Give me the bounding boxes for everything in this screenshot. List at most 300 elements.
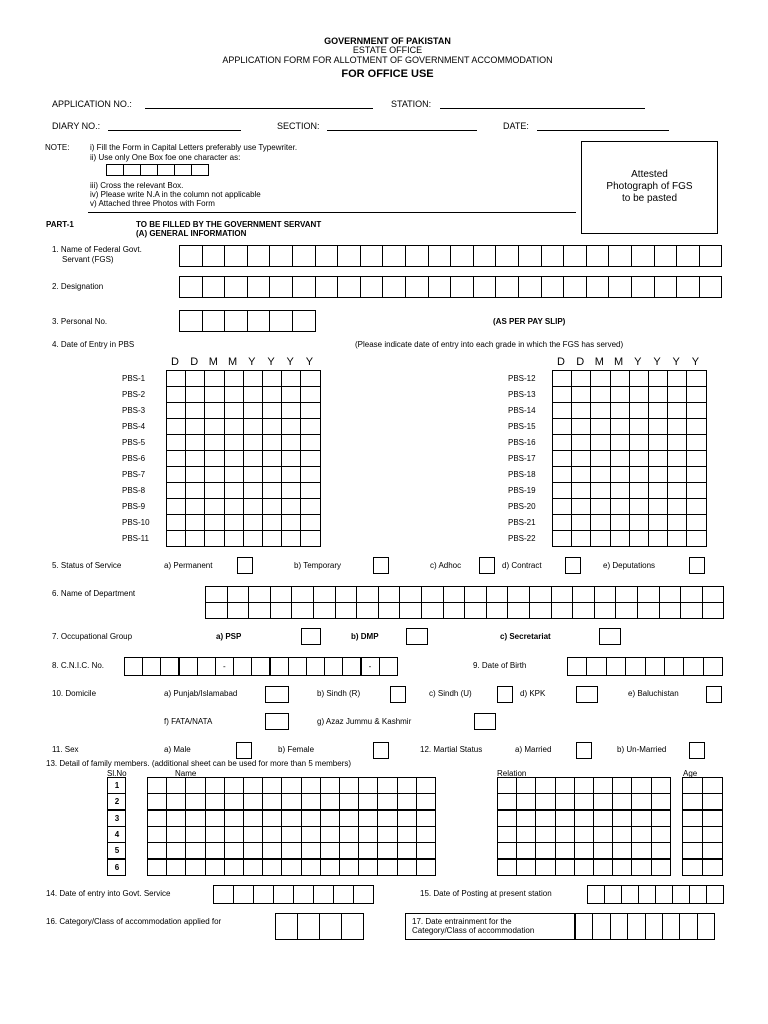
department-cell[interactable] [702, 586, 725, 603]
pbs-date-cell[interactable] [686, 530, 706, 547]
family-name-cell[interactable] [224, 842, 244, 859]
department-cell[interactable] [443, 586, 466, 603]
sex-female-checkbox[interactable] [373, 742, 389, 759]
pbs-date-cell[interactable] [243, 514, 263, 531]
department-cell[interactable] [594, 602, 617, 619]
pbs-date-cell[interactable] [610, 418, 630, 435]
cnic-cell[interactable] [270, 657, 289, 676]
pbs-date-cell[interactable] [667, 450, 687, 467]
family-name-cell[interactable] [147, 777, 167, 794]
posting-date-cell[interactable] [689, 885, 707, 904]
dob-cell[interactable] [645, 657, 665, 676]
family-name-cell[interactable] [205, 859, 225, 876]
pbs-date-cell[interactable] [300, 530, 320, 547]
pbs-date-cell[interactable] [281, 386, 301, 403]
designation-cell[interactable] [360, 276, 384, 298]
family-name-cell[interactable] [320, 777, 340, 794]
family-relation-cell[interactable] [535, 826, 555, 843]
cnic-cell[interactable] [379, 657, 398, 676]
pbs-date-cell[interactable] [185, 386, 205, 403]
name-cell[interactable] [337, 245, 361, 267]
pbs-date-cell[interactable] [262, 514, 282, 531]
pbs-date-cell[interactable] [552, 482, 572, 499]
family-name-cell[interactable] [224, 793, 244, 810]
family-relation-cell[interactable] [651, 826, 671, 843]
pbs-date-cell[interactable] [204, 530, 224, 547]
pbs-date-cell[interactable] [300, 418, 320, 435]
govt-service-date-cell[interactable] [253, 885, 274, 904]
designation-cell[interactable] [247, 276, 271, 298]
pbs-date-cell[interactable] [629, 450, 649, 467]
pbs-date-cell[interactable] [590, 530, 610, 547]
name-cell[interactable] [382, 245, 406, 267]
family-name-cell[interactable] [147, 793, 167, 810]
family-age-cell[interactable] [682, 810, 703, 827]
pbs-date-cell[interactable] [204, 466, 224, 483]
pbs-date-cell[interactable] [571, 514, 591, 531]
family-relation-cell[interactable] [574, 842, 594, 859]
domicile-baluchistan-checkbox[interactable] [706, 686, 722, 703]
designation-cell[interactable] [315, 276, 339, 298]
department-cell[interactable] [680, 602, 703, 619]
department-cell[interactable] [464, 602, 487, 619]
sex-male-checkbox[interactable] [236, 742, 252, 759]
department-cell[interactable] [615, 586, 638, 603]
family-name-cell[interactable] [262, 859, 282, 876]
pbs-date-cell[interactable] [686, 514, 706, 531]
pbs-date-cell[interactable] [552, 514, 572, 531]
name-cell[interactable] [473, 245, 497, 267]
family-relation-cell[interactable] [651, 810, 671, 827]
dob-cell[interactable] [703, 657, 723, 676]
pbs-date-cell[interactable] [281, 530, 301, 547]
pbs-date-cell[interactable] [629, 418, 649, 435]
domicile-punjab-checkbox[interactable] [265, 686, 289, 703]
family-name-cell[interactable] [416, 777, 436, 794]
family-relation-cell[interactable] [631, 842, 651, 859]
pbs-date-cell[interactable] [648, 514, 668, 531]
family-name-cell[interactable] [147, 842, 167, 859]
family-name-cell[interactable] [397, 826, 417, 843]
family-name-cell[interactable] [301, 777, 321, 794]
designation-cell[interactable] [269, 276, 293, 298]
family-relation-cell[interactable] [555, 793, 575, 810]
family-name-cell[interactable] [358, 777, 378, 794]
family-name-cell[interactable] [377, 859, 397, 876]
pbs-date-cell[interactable] [667, 434, 687, 451]
family-relation-cell[interactable] [555, 842, 575, 859]
family-name-cell[interactable] [205, 842, 225, 859]
accommodation-class-cell[interactable] [319, 913, 342, 940]
pbs-date-cell[interactable] [281, 482, 301, 499]
pbs-date-cell[interactable] [667, 386, 687, 403]
personal-no-cell[interactable] [269, 310, 293, 332]
group-secretariat-checkbox[interactable] [599, 628, 621, 645]
name-cell[interactable] [518, 245, 542, 267]
pbs-date-cell[interactable] [629, 498, 649, 515]
designation-cell[interactable] [428, 276, 452, 298]
family-name-cell[interactable] [243, 793, 263, 810]
sample-box[interactable] [157, 164, 175, 176]
family-relation-cell[interactable] [593, 777, 613, 794]
family-name-cell[interactable] [185, 826, 205, 843]
department-cell[interactable] [270, 602, 293, 619]
family-name-cell[interactable] [205, 777, 225, 794]
pbs-date-cell[interactable] [667, 482, 687, 499]
family-name-cell[interactable] [262, 810, 282, 827]
pbs-date-cell[interactable] [166, 530, 186, 547]
pbs-date-cell[interactable] [590, 418, 610, 435]
cnic-cell[interactable] [179, 657, 198, 676]
pbs-date-cell[interactable] [648, 434, 668, 451]
pbs-date-cell[interactable] [552, 434, 572, 451]
cnic-cell[interactable] [306, 657, 325, 676]
posting-date-cell[interactable] [706, 885, 724, 904]
pbs-date-cell[interactable] [185, 450, 205, 467]
family-name-cell[interactable] [205, 810, 225, 827]
pbs-date-cell[interactable] [610, 370, 630, 387]
department-cell[interactable] [529, 602, 552, 619]
govt-service-date-cell[interactable] [273, 885, 294, 904]
pbs-date-cell[interactable] [629, 402, 649, 419]
dob-cell[interactable] [586, 657, 606, 676]
family-name-cell[interactable] [262, 842, 282, 859]
pbs-date-cell[interactable] [590, 450, 610, 467]
cnic-cell[interactable] [251, 657, 270, 676]
pbs-date-cell[interactable] [667, 530, 687, 547]
family-age-cell[interactable] [702, 826, 723, 843]
family-relation-cell[interactable] [535, 793, 555, 810]
pbs-date-cell[interactable] [204, 370, 224, 387]
pbs-date-cell[interactable] [552, 498, 572, 515]
family-relation-cell[interactable] [651, 842, 671, 859]
status-contract-checkbox[interactable] [565, 557, 581, 574]
department-cell[interactable] [227, 586, 250, 603]
department-cell[interactable] [270, 586, 293, 603]
pbs-date-cell[interactable] [686, 402, 706, 419]
family-age-cell[interactable] [702, 810, 723, 827]
family-name-cell[interactable] [397, 777, 417, 794]
pbs-date-cell[interactable] [300, 386, 320, 403]
pbs-date-cell[interactable] [224, 370, 244, 387]
designation-cell[interactable] [586, 276, 610, 298]
family-relation-cell[interactable] [555, 810, 575, 827]
family-relation-cell[interactable] [516, 859, 536, 876]
family-name-cell[interactable] [320, 842, 340, 859]
accommodation-class-cell[interactable] [297, 913, 320, 940]
marital-unmarried-checkbox[interactable] [689, 742, 705, 759]
pbs-date-cell[interactable] [629, 434, 649, 451]
family-name-cell[interactable] [262, 777, 282, 794]
family-name-cell[interactable] [377, 777, 397, 794]
department-cell[interactable] [572, 586, 595, 603]
family-relation-cell[interactable] [574, 777, 594, 794]
pbs-date-cell[interactable] [243, 402, 263, 419]
pbs-date-cell[interactable] [243, 418, 263, 435]
designation-cell[interactable] [382, 276, 406, 298]
pbs-date-cell[interactable] [629, 482, 649, 499]
pbs-date-cell[interactable] [590, 514, 610, 531]
designation-cell[interactable] [541, 276, 565, 298]
family-relation-cell[interactable] [593, 859, 613, 876]
family-relation-cell[interactable] [612, 777, 632, 794]
dob-cell[interactable] [606, 657, 626, 676]
family-age-cell[interactable] [702, 842, 723, 859]
family-name-cell[interactable] [243, 826, 263, 843]
dob-cell[interactable] [683, 657, 703, 676]
pbs-date-cell[interactable] [166, 434, 186, 451]
pbs-date-cell[interactable] [224, 482, 244, 499]
family-name-cell[interactable] [281, 826, 301, 843]
name-cell[interactable] [247, 245, 271, 267]
family-name-cell[interactable] [224, 826, 244, 843]
family-name-cell[interactable] [166, 793, 186, 810]
family-name-cell[interactable] [185, 842, 205, 859]
family-name-cell[interactable] [377, 842, 397, 859]
department-cell[interactable] [572, 602, 595, 619]
pbs-date-cell[interactable] [686, 466, 706, 483]
pbs-date-cell[interactable] [185, 530, 205, 547]
personal-no-cell[interactable] [224, 310, 248, 332]
cnic-cell[interactable] [124, 657, 143, 676]
family-relation-cell[interactable] [555, 859, 575, 876]
pbs-date-cell[interactable] [243, 370, 263, 387]
family-name-cell[interactable] [377, 810, 397, 827]
diary-no-field[interactable] [108, 130, 241, 131]
department-cell[interactable] [615, 602, 638, 619]
pbs-date-cell[interactable] [610, 386, 630, 403]
pbs-date-cell[interactable] [204, 482, 224, 499]
status-deputations-checkbox[interactable] [689, 557, 705, 574]
name-cell[interactable] [315, 245, 339, 267]
pbs-date-cell[interactable] [166, 418, 186, 435]
family-name-cell[interactable] [301, 810, 321, 827]
family-relation-cell[interactable] [497, 842, 517, 859]
department-cell[interactable] [659, 586, 682, 603]
designation-cell[interactable] [631, 276, 655, 298]
family-relation-cell[interactable] [593, 793, 613, 810]
govt-service-date-cell[interactable] [233, 885, 254, 904]
pbs-date-cell[interactable] [629, 370, 649, 387]
marital-married-checkbox[interactable] [576, 742, 592, 759]
family-name-cell[interactable] [281, 793, 301, 810]
family-relation-cell[interactable] [574, 793, 594, 810]
name-cell[interactable] [292, 245, 316, 267]
family-name-cell[interactable] [358, 842, 378, 859]
department-cell[interactable] [378, 586, 401, 603]
family-age-cell[interactable] [682, 842, 703, 859]
name-cell[interactable] [563, 245, 587, 267]
cnic-cell[interactable] [142, 657, 161, 676]
pbs-date-cell[interactable] [166, 482, 186, 499]
department-cell[interactable] [291, 586, 314, 603]
family-name-cell[interactable] [281, 859, 301, 876]
family-name-cell[interactable] [166, 859, 186, 876]
pbs-date-cell[interactable] [686, 370, 706, 387]
pbs-date-cell[interactable] [166, 514, 186, 531]
pbs-date-cell[interactable] [281, 514, 301, 531]
pbs-date-cell[interactable] [571, 386, 591, 403]
family-name-cell[interactable] [320, 810, 340, 827]
department-cell[interactable] [335, 602, 358, 619]
pbs-date-cell[interactable] [648, 370, 668, 387]
posting-date-cell[interactable] [672, 885, 690, 904]
family-name-cell[interactable] [166, 826, 186, 843]
family-name-cell[interactable] [397, 859, 417, 876]
pbs-date-cell[interactable] [281, 434, 301, 451]
department-cell[interactable] [378, 602, 401, 619]
pbs-date-cell[interactable] [262, 386, 282, 403]
status-temporary-checkbox[interactable] [373, 557, 389, 574]
entitlement-date-cell[interactable] [679, 913, 697, 940]
name-cell[interactable] [450, 245, 474, 267]
family-name-cell[interactable] [166, 842, 186, 859]
name-cell[interactable] [405, 245, 429, 267]
pbs-date-cell[interactable] [590, 386, 610, 403]
family-relation-cell[interactable] [497, 793, 517, 810]
designation-cell[interactable] [224, 276, 248, 298]
accommodation-class-cell[interactable] [275, 913, 298, 940]
designation-cell[interactable] [292, 276, 316, 298]
pbs-date-cell[interactable] [281, 466, 301, 483]
domicile-fata-checkbox[interactable] [265, 713, 289, 730]
accommodation-class-cell[interactable] [341, 913, 364, 940]
pbs-date-cell[interactable] [667, 466, 687, 483]
pbs-date-cell[interactable] [185, 418, 205, 435]
family-name-cell[interactable] [262, 793, 282, 810]
pbs-date-cell[interactable] [610, 466, 630, 483]
family-name-cell[interactable] [185, 859, 205, 876]
family-name-cell[interactable] [416, 842, 436, 859]
pbs-date-cell[interactable] [667, 498, 687, 515]
pbs-date-cell[interactable] [300, 370, 320, 387]
dob-cell[interactable] [567, 657, 587, 676]
govt-service-date-cell[interactable] [213, 885, 234, 904]
family-name-cell[interactable] [416, 793, 436, 810]
pbs-date-cell[interactable] [648, 466, 668, 483]
name-cell[interactable] [428, 245, 452, 267]
pbs-date-cell[interactable] [185, 434, 205, 451]
family-age-cell[interactable] [702, 777, 723, 794]
pbs-date-cell[interactable] [281, 370, 301, 387]
pbs-date-cell[interactable] [224, 386, 244, 403]
pbs-date-cell[interactable] [571, 418, 591, 435]
department-cell[interactable] [399, 586, 422, 603]
family-age-cell[interactable] [682, 859, 703, 876]
family-name-cell[interactable] [205, 793, 225, 810]
posting-date-cell[interactable] [638, 885, 656, 904]
department-cell[interactable] [313, 602, 336, 619]
family-name-cell[interactable] [243, 777, 263, 794]
pbs-date-cell[interactable] [552, 450, 572, 467]
pbs-date-cell[interactable] [262, 482, 282, 499]
family-name-cell[interactable] [339, 810, 359, 827]
family-name-cell[interactable] [185, 777, 205, 794]
family-name-cell[interactable] [358, 810, 378, 827]
entitlement-date-cell[interactable] [645, 913, 663, 940]
designation-cell[interactable] [495, 276, 519, 298]
pbs-date-cell[interactable] [262, 418, 282, 435]
designation-cell[interactable] [405, 276, 429, 298]
name-cell[interactable] [631, 245, 655, 267]
family-relation-cell[interactable] [574, 859, 594, 876]
designation-cell[interactable] [337, 276, 361, 298]
pbs-date-cell[interactable] [686, 450, 706, 467]
department-cell[interactable] [356, 586, 379, 603]
family-name-cell[interactable] [339, 777, 359, 794]
pbs-date-cell[interactable] [686, 482, 706, 499]
date-field[interactable] [537, 130, 669, 131]
entitlement-date-cell[interactable] [592, 913, 610, 940]
family-name-cell[interactable] [224, 777, 244, 794]
family-name-cell[interactable] [224, 810, 244, 827]
department-cell[interactable] [464, 586, 487, 603]
family-relation-cell[interactable] [574, 810, 594, 827]
family-name-cell[interactable] [301, 842, 321, 859]
family-name-cell[interactable] [320, 859, 340, 876]
pbs-date-cell[interactable] [300, 482, 320, 499]
department-cell[interactable] [421, 586, 444, 603]
govt-service-date-cell[interactable] [293, 885, 314, 904]
pbs-date-cell[interactable] [281, 498, 301, 515]
designation-cell[interactable] [450, 276, 474, 298]
family-relation-cell[interactable] [535, 842, 555, 859]
pbs-date-cell[interactable] [185, 402, 205, 419]
pbs-date-cell[interactable] [610, 450, 630, 467]
family-age-cell[interactable] [682, 826, 703, 843]
family-name-cell[interactable] [166, 777, 186, 794]
pbs-date-cell[interactable] [224, 466, 244, 483]
family-relation-cell[interactable] [651, 793, 671, 810]
family-name-cell[interactable] [147, 859, 167, 876]
family-relation-cell[interactable] [555, 826, 575, 843]
pbs-date-cell[interactable] [185, 482, 205, 499]
cnic-cell[interactable] [197, 657, 216, 676]
name-cell[interactable] [202, 245, 226, 267]
pbs-date-cell[interactable] [166, 370, 186, 387]
family-name-cell[interactable] [320, 793, 340, 810]
family-name-cell[interactable] [358, 826, 378, 843]
designation-cell[interactable] [473, 276, 497, 298]
department-cell[interactable] [702, 602, 725, 619]
family-relation-cell[interactable] [631, 826, 651, 843]
department-cell[interactable] [680, 586, 703, 603]
department-cell[interactable] [507, 586, 530, 603]
designation-cell[interactable] [699, 276, 723, 298]
pbs-date-cell[interactable] [185, 498, 205, 515]
pbs-date-cell[interactable] [629, 530, 649, 547]
family-relation-cell[interactable] [612, 793, 632, 810]
cnic-cell[interactable] [361, 657, 380, 676]
pbs-date-cell[interactable] [300, 466, 320, 483]
pbs-date-cell[interactable] [610, 402, 630, 419]
application-no-field[interactable] [145, 108, 373, 109]
pbs-date-cell[interactable] [224, 418, 244, 435]
pbs-date-cell[interactable] [281, 402, 301, 419]
family-name-cell[interactable] [416, 810, 436, 827]
cnic-cell[interactable] [288, 657, 307, 676]
family-name-cell[interactable] [205, 826, 225, 843]
family-relation-cell[interactable] [631, 793, 651, 810]
personal-no-cell[interactable] [292, 310, 316, 332]
department-cell[interactable] [637, 602, 660, 619]
domicile-sindh-u-checkbox[interactable] [497, 686, 513, 703]
cnic-cell[interactable] [342, 657, 361, 676]
section-field[interactable] [327, 130, 477, 131]
designation-cell[interactable] [563, 276, 587, 298]
pbs-date-cell[interactable] [686, 434, 706, 451]
pbs-date-cell[interactable] [610, 498, 630, 515]
